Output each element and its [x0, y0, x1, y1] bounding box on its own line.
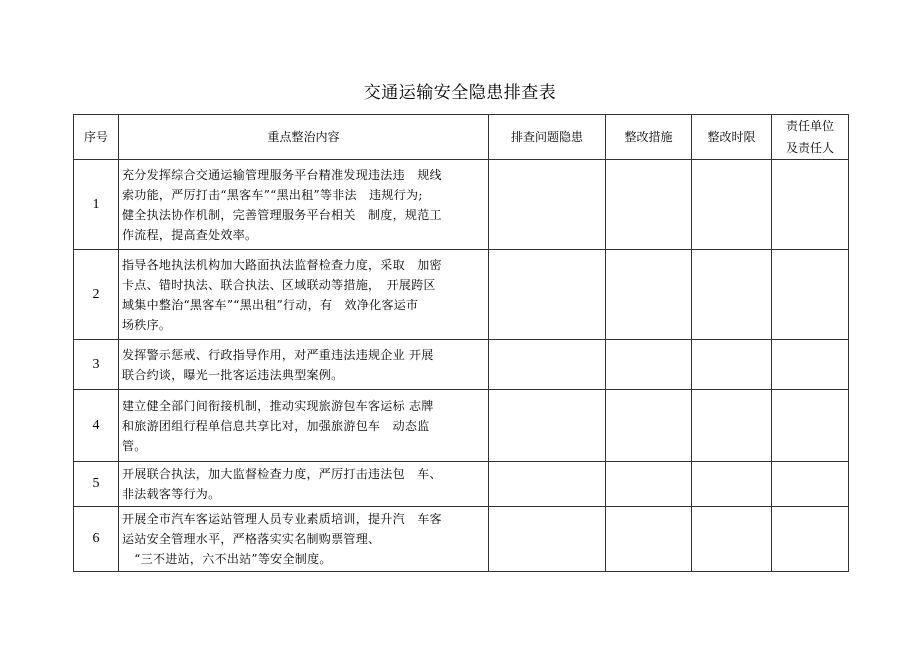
- table-row: [74, 340, 849, 390]
- cell-responsible[interactable]: [772, 462, 849, 507]
- cell-deadline[interactable]: [692, 462, 772, 507]
- table-row: [74, 160, 849, 250]
- table-row: [74, 250, 849, 340]
- table-header-row: [74, 115, 849, 160]
- row-number: 2: [74, 250, 119, 340]
- header-hazard: 排查问题隐患: [489, 115, 606, 160]
- header-seq: 序号: [74, 115, 119, 160]
- cell-responsible[interactable]: [772, 390, 849, 462]
- cell-hazard[interactable]: [489, 390, 606, 462]
- table-row: [74, 507, 849, 572]
- row-content: 开展联合执法，加大监督检查力度，严厉打击违法包 车、 非法载客等行为。: [119, 462, 489, 507]
- cell-responsible[interactable]: [772, 340, 849, 390]
- row-number: 6: [74, 507, 119, 572]
- cell-responsible[interactable]: [772, 507, 849, 572]
- cell-deadline[interactable]: [692, 390, 772, 462]
- cell-measures[interactable]: [606, 390, 692, 462]
- table-row: [74, 462, 849, 507]
- cell-responsible[interactable]: [772, 160, 849, 250]
- cell-measures[interactable]: [606, 462, 692, 507]
- cell-deadline[interactable]: [692, 250, 772, 340]
- cell-measures[interactable]: [606, 340, 692, 390]
- row-number: 4: [74, 390, 119, 462]
- row-number: 5: [74, 462, 119, 507]
- cell-measures[interactable]: [606, 250, 692, 340]
- row-content: 建立健全部门间衔接机制，推动实现旅游包车客运标 志牌 和旅游团组行程单信息共享比对，加强旅游包车 动态监 管。: [119, 390, 489, 462]
- row-content: 指导各地执法机构加大路面执法监督检查力度，采取 加密 卡点、错时执法、联合执法、区域联动等措施， 开展跨区 域集中整治“黑客车”“黑出租”行动，有 效净化客运市 场秩序。: [119, 250, 489, 340]
- cell-deadline[interactable]: [692, 507, 772, 572]
- cell-responsible[interactable]: [772, 250, 849, 340]
- cell-deadline[interactable]: [692, 160, 772, 250]
- row-content: 发挥警示惩戒、行政指导作用，对严重违法违规企业 开展 联合约谈，曝光一批客运违法典型案例。: [119, 340, 489, 390]
- row-number: 1: [74, 160, 119, 250]
- cell-hazard[interactable]: [489, 340, 606, 390]
- cell-measures[interactable]: [606, 160, 692, 250]
- page-title: 交通运输安全隐患排查表: [363, 83, 557, 103]
- cell-deadline[interactable]: [692, 340, 772, 390]
- header-content: 重点整治内容: [119, 115, 489, 160]
- row-number: 3: [74, 340, 119, 390]
- cell-hazard[interactable]: [489, 250, 606, 340]
- cell-hazard[interactable]: [489, 507, 606, 572]
- header-measures: 整改措施: [606, 115, 692, 160]
- table-row: [74, 390, 849, 462]
- hazard-inspection-table: [73, 114, 849, 572]
- row-content: 开展全市汽车客运站管理人员专业素质培训，提升汽 车客 运站安全管理水平，严格落实实名制购票管理、 “三不进站，六不出站”等安全制度。: [119, 507, 489, 572]
- cell-hazard[interactable]: [489, 462, 606, 507]
- header-responsible: 责任单位 及责任人: [772, 115, 849, 160]
- row-content: 充分发挥综合交通运输管理服务平台精准发现违法违 规线 索功能，严厉打击“黑客车”“黑出租”等非法 违规行为; 健全执法协作机制，完善管理服务平台相关 制度，规范工 作流程，提高查处效率。: [119, 160, 489, 250]
- header-deadline: 整改时限: [692, 115, 772, 160]
- cell-hazard[interactable]: [489, 160, 606, 250]
- cell-measures[interactable]: [606, 507, 692, 572]
